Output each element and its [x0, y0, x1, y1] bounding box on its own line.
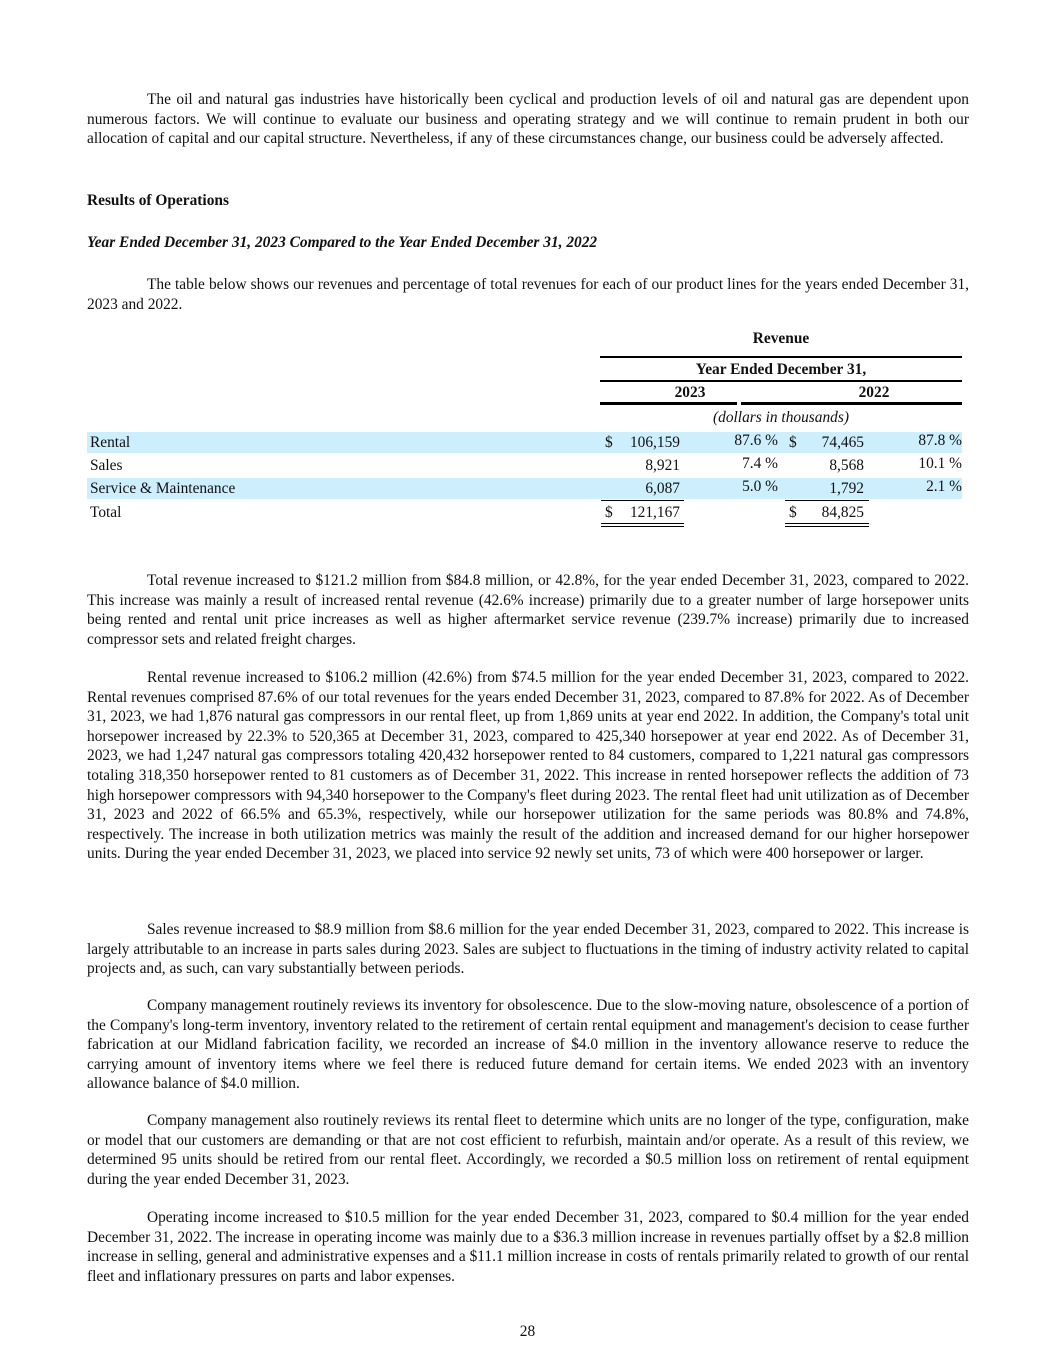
period-header: Year Ended December 31, — [695, 361, 867, 378]
paragraph-rental-revenue-text: Rental revenue increased to $106.2 million (42.6%) from $74.5 million for the year ended December 31, 2023, compared to 2022. Rental revenues comprised 87.6% of our total revenues for the years ended December 31, 2023, compared to 87.8% for 2022. As of December 31, 2023, we had 1,876 natural gas compressors in our rental fleet, up from 1,869 units at year end 2022. In addition, the Company's total unit horsepower increased by 22.3% to 520,365 at December 31, 2023, compared to 425,340 horsepower at year end 2022. As of December 31, 2023, we had 1,247 natural gas compressors totaling 420,432 horsepower rented to 84 customers, compared to 1,221 natural gas compressors totaling 318,350 horsepower rented to 81 customers as of December 31, 2022. This increase in rented horsepower reflects the addition of 73 high horsepower compressors with 94,340 horsepower to the Company's fleet during 2023. The rental fleet had unit utilization as of December 31, 2023 and 2022 of 66.5% and 65.3%, respectively, while our horsepower utilization for the same periods was 80.8% and 74.8%, respectively. The increase in both utilization metrics was mainly the result of the addition and increased demand for our higher horsepower units. During the year ended December 31, 2023, we placed into service 92 newly set units, 73 of which were 400 horsepower or larger. — [87, 669, 969, 863]
paragraph-sales-revenue-text: Sales revenue increased to $8.9 million from $8.6 million for the year ended December 31, 2023, compared to 2022. This increase is largely attributable to an increase in parts sales during 2023. Sales are subject to fluctuations in the timing of industry activity related to capital projects and, as such, can vary substantially between periods. — [87, 921, 969, 978]
row-label: Sales — [90, 457, 123, 474]
pct-2022: 10.1 % — [918, 455, 962, 472]
paragraph-table-intro — [87, 275, 969, 314]
total-double-rule-2023 — [601, 523, 684, 527]
currency-symbol: $ — [789, 504, 797, 521]
period-rule — [600, 380, 962, 382]
total-double-rule-2022 — [785, 523, 869, 527]
value-2022: 84,825 — [821, 504, 864, 521]
pct-2023: 5.0 % — [742, 478, 778, 495]
value-2023: 106,159 — [629, 434, 680, 451]
paragraph-operating-income — [87, 1208, 969, 1286]
paragraph-inventory — [87, 996, 969, 1094]
paragraph-table-intro-text: The table below shows our revenues and percentage of total revenues for each of our product lines for the years ended December 31, 2023 and 2022. — [87, 276, 969, 313]
units-note: (dollars in thousands) — [713, 409, 849, 426]
header-rule — [600, 356, 962, 358]
paragraph-sales-revenue — [87, 920, 969, 979]
paragraph-intro-text: The oil and natural gas industries have historically been cyclical and production levels of oil and natural gas are dependent upon numerous factors. We will continue to evaluate our business and operating strategy and we will continue to remain prudent in both our allocation of capital and our capital structure. Nevertheless, if any of these circumstances change, our business could be adversely affected. — [87, 91, 969, 148]
row-label: Service & Maintenance — [90, 480, 236, 497]
subtotal-rule-2023 — [601, 500, 684, 501]
value-2023: 8,921 — [645, 457, 680, 474]
value-2023: 121,167 — [629, 504, 680, 521]
year-rule-2023 — [600, 402, 737, 405]
row-label: Rental — [90, 434, 131, 451]
page-number: 28 — [519, 1323, 536, 1340]
pct-2022: 87.8 % — [918, 432, 962, 449]
paragraph-intro — [87, 90, 969, 149]
subtotal-rule-2022 — [785, 500, 869, 501]
paragraph-inventory-text: Company management routinely reviews its inventory for obsolescence. Due to the slow-moving nature, obsolescence of a portion of the Company's long-term inventory, inventory related to the retirement of certain rental equipment and management's decision to cease further fabrication at our Midland fabrication facility, we recorded an increase of $4.0 million in the inventory allowance reserve to reduce the carrying amount of inventory items where we feel there is reduced future demand for certain items. We ended 2023 with an inventory allowance balance of $4.0 million. — [87, 997, 969, 1093]
currency-symbol: $ — [789, 434, 797, 451]
table-title: Revenue — [752, 330, 810, 347]
year-header-2023: 2023 — [674, 384, 706, 401]
value-2022: 74,465 — [821, 434, 864, 451]
section-heading: Results of Operations — [87, 192, 229, 209]
value-2023: 6,087 — [645, 480, 680, 497]
paragraph-total-revenue — [87, 571, 969, 649]
currency-symbol: $ — [605, 434, 613, 451]
paragraph-rental-fleet-review — [87, 1111, 969, 1189]
paragraph-rental-revenue — [87, 668, 969, 864]
value-2022: 1,792 — [829, 480, 864, 497]
paragraph-total-revenue-text: Total revenue increased to $121.2 million from $84.8 million, or 42.8%, for the year ended December 31, 2023, compared to 2022. This increase was mainly a result of increased rental revenue (42.6% increase) primarily due to a greater number of large horsepower units being rented and rental unit price increases as well as higher aftermarket service revenue (239.7% increase) primarily due to increased compressor sets and related freight charges. — [87, 572, 969, 648]
pct-2023: 87.6 % — [734, 432, 778, 449]
row-label: Total — [90, 504, 122, 521]
year-header-2022: 2022 — [858, 384, 890, 401]
year-rule-2022 — [741, 402, 962, 405]
subsection-heading: Year Ended December 31, 2023 Compared to the Year Ended December 31, 2022 — [87, 234, 598, 251]
currency-symbol: $ — [605, 504, 613, 521]
pct-2022: 2.1 % — [926, 478, 962, 495]
value-2022: 8,568 — [829, 457, 864, 474]
pct-2023: 7.4 % — [742, 455, 778, 472]
paragraph-rental-fleet-review-text: Company management also routinely reviews its rental fleet to determine which units are no longer of the type, configuration, make or model that our customers are demanding or that are not cost efficient to refurbish, maintain and/or operate. As a result of this review, we determined 95 units should be retired from our rental fleet. Accordingly, we recorded a $0.5 million loss on retirement of rental equipment during the year ended December 31, 2023. — [87, 1112, 969, 1188]
paragraph-operating-income-text: Operating income increased to $10.5 million for the year ended December 31, 2023, compared to $0.4 million for the year ended December 31, 2022. The increase in operating income was mainly due to a $36.3 million increase in revenues partially offset by a $2.8 million increase in selling, general and administrative expenses and a $11.1 million increase in costs of rentals primarily related to growth of our rental fleet and inflationary pressures on parts and labor expenses. — [87, 1209, 969, 1285]
